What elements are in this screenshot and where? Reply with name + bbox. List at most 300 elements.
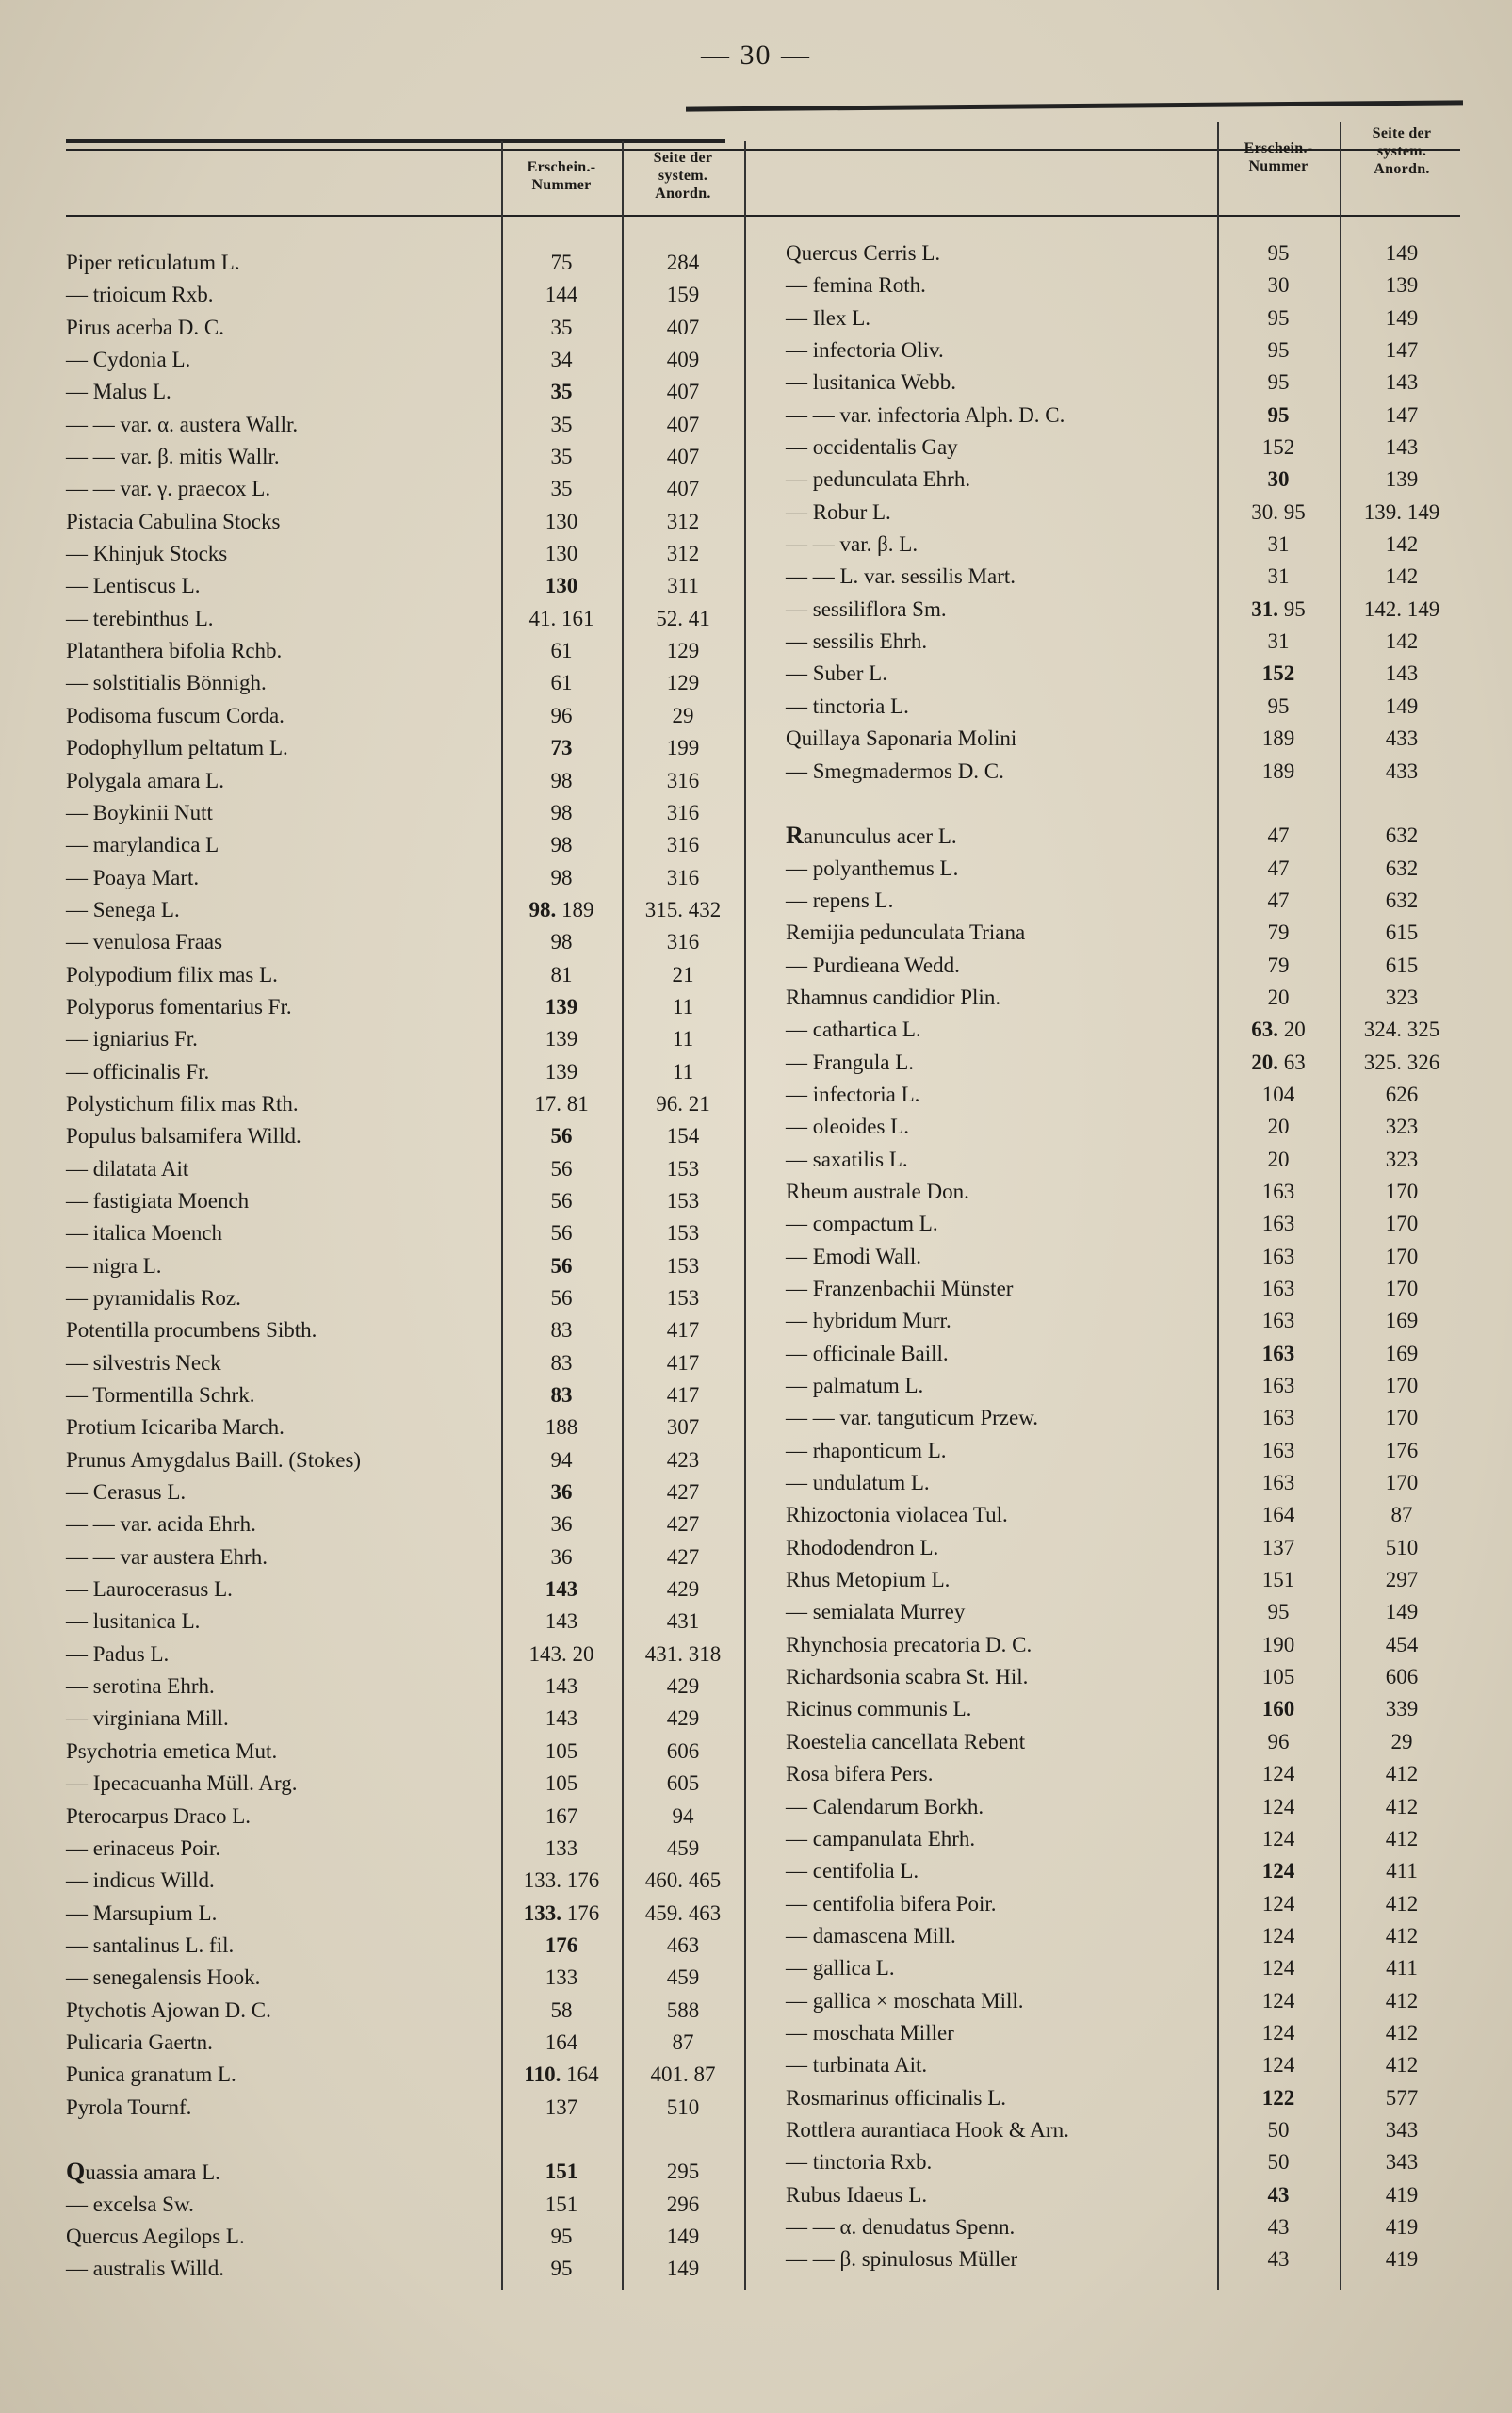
entry-name: — — β. spinulosus Müller (786, 2247, 1018, 2272)
index-row (66, 2059, 744, 2091)
page-reference: 316 (666, 833, 700, 857)
appearance-number: 95 (1267, 1600, 1290, 1624)
index-row (66, 1282, 744, 1314)
entry-name: Punica granatum L. (66, 2062, 236, 2087)
entry-name: Polyporus fomentarius Fr. (66, 994, 292, 1019)
appearance-number: 36 (550, 1480, 573, 1505)
appearance-number: 124 (1261, 1859, 1295, 1883)
index-row (786, 1823, 1464, 1855)
appearance-number: 163 (1261, 1341, 1295, 1365)
index-row (786, 1499, 1464, 1531)
index-row (786, 529, 1464, 561)
page-reference: 170 (1385, 1471, 1419, 1495)
index-row (786, 1726, 1464, 1758)
appearance-number: 56 (550, 1221, 573, 1246)
page-reference: 407 (666, 445, 700, 469)
entry-name: — Purdieana Wedd. (786, 953, 960, 977)
entry-name: — — var austera Ehrh. (66, 1544, 268, 1569)
entry-name: — italica Moench (66, 1221, 223, 1246)
appearance-number: 137 (1261, 1535, 1295, 1559)
page-reference: 315. 432 (644, 897, 722, 921)
entry-name: Polypodium filix mas L. (66, 962, 278, 986)
index-row (786, 1629, 1464, 1661)
appearance-number: 98 (550, 800, 573, 824)
page-reference: 433 (1385, 758, 1419, 783)
appearance-number: 41. 161 (528, 606, 594, 630)
index-row (66, 765, 744, 797)
appearance-number: 124 (1261, 2020, 1295, 2045)
appearance-number: 163 (1261, 1374, 1295, 1398)
appearance-number: 17. 81 (534, 1091, 589, 1116)
appearance-number: 144 (545, 283, 578, 307)
appearance-number: 95 (1267, 370, 1290, 395)
appearance-number: 151 (545, 2192, 578, 2216)
index-row (786, 950, 1464, 982)
appearance-number: 139 (545, 994, 578, 1019)
index-row (66, 2221, 744, 2253)
page-reference: 311 (667, 574, 699, 598)
page-reference: 139 (1385, 273, 1419, 298)
entry-name: — lusitanica Webb. (786, 370, 957, 395)
index-row (66, 1217, 744, 1249)
index-row (786, 464, 1464, 496)
appearance-number: 47 (1267, 823, 1290, 848)
page-reference: 176 (1385, 1438, 1419, 1462)
page-reference: 427 (666, 1512, 700, 1537)
index-row (66, 1314, 744, 1346)
appearance-number: 163 (1261, 1406, 1295, 1430)
entry-name: — Khinjuk Stocks (66, 542, 228, 566)
right-header-seite: Seite der system. Anordn. (1372, 125, 1432, 177)
page-reference: 510 (666, 2095, 700, 2119)
index-row (786, 1241, 1464, 1273)
index-row (66, 894, 744, 926)
page-reference: 412 (1385, 1826, 1419, 1851)
page-reference: 199 (666, 736, 700, 760)
page-reference: 296 (666, 2192, 700, 2216)
index-row (786, 853, 1464, 885)
index-row (66, 1476, 744, 1508)
appearance-number: 50 (1267, 2150, 1290, 2175)
page-reference: 427 (666, 1480, 700, 1505)
page-reference: 149 (1385, 241, 1419, 265)
index-row (786, 561, 1464, 593)
index-row (786, 1758, 1464, 1790)
appearance-number: 163 (1261, 1179, 1295, 1203)
page-reference: 170 (1385, 1406, 1419, 1430)
appearance-number: 189 (1261, 726, 1295, 751)
appearance-number: 163 (1261, 1244, 1295, 1268)
index-row (786, 2082, 1464, 2114)
appearance-number: 122 (1261, 2085, 1295, 2110)
entry-name: — tinctoria Rxb. (786, 2150, 933, 2175)
page-reference: 510 (1385, 1535, 1419, 1559)
entry-name: — Tormentilla Schrk. (66, 1383, 255, 1408)
page-reference: 147 (1385, 402, 1419, 427)
page-reference: 605 (666, 1771, 700, 1796)
page-reference: 407 (666, 477, 700, 501)
appearance-number: 35 (550, 477, 573, 501)
entry-name: — Calendarum Borkh. (786, 1794, 984, 1818)
entry-name: — Ilex L. (786, 305, 871, 330)
entry-name: — — α. denudatus Spenn. (786, 2214, 1016, 2239)
index-row (66, 1056, 744, 1088)
appearance-number: 83 (550, 1318, 573, 1343)
page-reference: 632 (1385, 823, 1419, 848)
appearance-number: 190 (1261, 1632, 1295, 1656)
entry-name: — officinalis Fr. (66, 1059, 210, 1084)
appearance-number: 139 (545, 1059, 578, 1084)
appearance-number: 63. 20 (1251, 1018, 1306, 1042)
appearance-number: 98. 189 (528, 897, 594, 921)
entry-name: — polyanthemus L. (786, 856, 959, 880)
entry-name: — rhaponticum L. (786, 1438, 947, 1462)
appearance-number: 124 (1261, 1762, 1295, 1786)
appearance-number: 164 (545, 2030, 578, 2054)
index-row (786, 1661, 1464, 1693)
entry-name: — turbinata Ait. (786, 2053, 928, 2078)
index-row (786, 1467, 1464, 1499)
index-row (66, 2156, 744, 2188)
entry-name: — senegalensis Hook. (66, 1965, 261, 1990)
index-row (66, 1930, 744, 1962)
index-row (66, 1411, 744, 1443)
index-row (66, 1671, 744, 1703)
index-row (66, 1444, 744, 1476)
index-row (66, 1088, 744, 1120)
entry-name: — silvestris Neck (66, 1350, 221, 1375)
index-row (786, 1693, 1464, 1725)
entry-name: — Smegmadermos D. C. (786, 758, 1004, 783)
entry-name: — — var. α. austera Wallr. (66, 412, 299, 436)
entry-name: — fastigiata Moench (66, 1188, 250, 1213)
appearance-number: 151 (1261, 1568, 1295, 1592)
page-reference: 429 (666, 1674, 700, 1699)
index-row (66, 1347, 744, 1379)
page-reference: 407 (666, 380, 700, 404)
index-row (786, 1791, 1464, 1823)
page-reference: 412 (1385, 2020, 1419, 2045)
page-reference: 129 (666, 639, 700, 663)
page-reference: 407 (666, 315, 700, 339)
page-reference: 324. 325 (1363, 1018, 1440, 1042)
page-reference: 153 (666, 1253, 700, 1278)
index-row (66, 506, 744, 538)
page-reference: 412 (1385, 1762, 1419, 1786)
page-reference: 411 (1386, 1956, 1418, 1981)
appearance-number: 43 (1267, 2182, 1290, 2207)
index-row (66, 376, 744, 408)
page-reference: 577 (1385, 2085, 1419, 2110)
entry-name: — — var. acida Ehrh. (66, 1512, 256, 1537)
page-reference: 153 (666, 1188, 700, 1213)
appearance-number: 163 (1261, 1309, 1295, 1333)
index-row (66, 1898, 744, 1930)
page-reference: 427 (666, 1544, 700, 1569)
index-row (66, 1023, 744, 1055)
page-reference: 129 (666, 671, 700, 695)
index-row (66, 2027, 744, 2059)
appearance-number: 96 (1267, 1729, 1290, 1753)
page-reference: 423 (666, 1447, 700, 1472)
entry-name: Podophyllum peltatum L. (66, 736, 288, 760)
entry-name: — undulatum L. (786, 1471, 930, 1495)
appearance-number: 152 (1261, 435, 1295, 460)
appearance-number: 56 (550, 1156, 573, 1181)
entry-name: Rubus Idaeus L. (786, 2182, 928, 2207)
entry-name: — — var. β. mitis Wallr. (66, 445, 280, 469)
index-row (786, 1144, 1464, 1176)
index-row (66, 829, 744, 861)
appearance-number: 143 (545, 1674, 578, 1699)
page-reference: 149 (1385, 305, 1419, 330)
page-reference: 323 (1385, 985, 1419, 1009)
entry-name: Potentilla procumbens Sibth. (66, 1318, 317, 1343)
left-header-seite: Seite der system. Anordn. (653, 150, 713, 202)
index-row (66, 1120, 744, 1152)
page-reference: 153 (666, 1221, 700, 1246)
entry-name: Rhododendron L. (786, 1535, 939, 1559)
page-reference: 169 (1385, 1309, 1419, 1333)
appearance-number: 130 (545, 509, 578, 533)
entry-name: Pulicaria Gaertn. (66, 2030, 213, 2054)
entry-name: — Franzenbachii Münster (786, 1277, 1014, 1300)
entry-name: — tinctoria L. (786, 693, 909, 718)
index-row (786, 1402, 1464, 1434)
appearance-number: 56 (550, 1286, 573, 1310)
entry-name: — officinale Baill. (786, 1341, 949, 1365)
index-row (66, 1153, 744, 1185)
entry-name: Psychotria emetica Mut. (66, 1738, 278, 1763)
appearance-number: 137 (545, 2095, 578, 2119)
index-row (66, 1865, 744, 1897)
entry-name: — santalinus L. fil. (66, 1932, 235, 1957)
index-row (66, 959, 744, 991)
entry-name: — pyramidalis Roz. (66, 1286, 241, 1310)
left-index-column (66, 247, 744, 2286)
page-reference: 297 (1385, 1568, 1419, 1592)
page-reference: 143 (1385, 435, 1419, 460)
appearance-number: 124 (1261, 1923, 1295, 1948)
page-reference: 615 (1385, 953, 1419, 977)
entry-name: Rhus Metopium L. (786, 1568, 951, 1592)
entry-name: — Malus L. (66, 380, 171, 404)
appearance-number: 130 (545, 542, 578, 566)
entry-name: Quillaya Saponaria Molini (786, 726, 1017, 751)
page-reference: 149 (666, 2224, 700, 2248)
page-reference: 463 (666, 1932, 700, 1957)
appearance-number: 98 (550, 865, 573, 889)
index-row (66, 603, 744, 635)
entry-name: — infectoria Oliv. (786, 338, 944, 363)
appearance-number: 139 (545, 1027, 578, 1052)
page-reference: 142 (1385, 629, 1419, 654)
index-row (786, 1014, 1464, 1046)
index-row (66, 1541, 744, 1573)
appearance-number: 163 (1261, 1212, 1295, 1236)
appearance-number: 73 (550, 736, 573, 760)
entry-name: Quercus Cerris L. (786, 241, 941, 265)
entry-name: — Poaya Mart. (66, 865, 200, 889)
appearance-number: 30. 95 (1251, 499, 1306, 524)
appearance-number: 133 (545, 1835, 578, 1860)
page-reference: 323 (1385, 1147, 1419, 1171)
index-row (786, 1079, 1464, 1111)
entry-name: — oleoides L. (786, 1115, 909, 1139)
appearance-number: 124 (1261, 1956, 1295, 1981)
index-row (66, 279, 744, 311)
entry-name: — — var. γ. praecox L. (66, 477, 271, 501)
entry-name: — cathartica L. (786, 1018, 921, 1042)
entry-name: — Padus L. (66, 1641, 170, 1666)
entry-name: — lusitanica L. (66, 1609, 201, 1634)
index-row (786, 820, 1464, 852)
index-row (786, 1338, 1464, 1370)
appearance-number: 81 (550, 962, 573, 986)
page-number: — 30 — (701, 40, 811, 71)
page-reference: 29 (672, 703, 694, 727)
page-reference: 149 (666, 2257, 700, 2281)
index-row (786, 594, 1464, 626)
page-reference: 170 (1385, 1179, 1419, 1203)
appearance-number: 43 (1267, 2247, 1290, 2272)
entry-name: Rheum australe Don. (786, 1179, 969, 1203)
page-reference: 626 (1385, 1082, 1419, 1106)
index-row (786, 1176, 1464, 1208)
page-reference: 460. 465 (644, 1868, 722, 1893)
entry-name: — centifolia bifera Poir. (786, 1891, 997, 1916)
entry-name: Polystichum filix mas Rth. (66, 1091, 299, 1116)
entry-name: — serotina Ehrh. (66, 1674, 215, 1699)
index-row (786, 723, 1464, 755)
page-reference: 316 (666, 800, 700, 824)
appearance-number: 160 (1261, 1697, 1295, 1721)
index-row (786, 1273, 1464, 1305)
appearance-number: 95 (550, 2257, 573, 2281)
index-row (786, 2114, 1464, 2146)
entry-name: — marylandica L (66, 833, 219, 857)
center-divider (744, 141, 746, 2290)
page-reference: 412 (1385, 1891, 1419, 1916)
entry-name: Ricinus communis L. (786, 1697, 972, 1721)
appearance-number: 124 (1261, 1794, 1295, 1818)
page-reference: 419 (1385, 2247, 1419, 2272)
index-row (66, 570, 744, 602)
page-reference: 606 (1385, 1665, 1419, 1689)
index-row (786, 2017, 1464, 2049)
appearance-number: 105 (545, 1738, 578, 1763)
page-reference: 429 (666, 1706, 700, 1731)
entry-name: — erinaceus Poir. (66, 1835, 221, 1860)
page-reference: 147 (1385, 338, 1419, 363)
index-row (786, 756, 1464, 788)
appearance-number: 20 (1267, 1147, 1290, 1171)
page-reference: 159 (666, 283, 700, 307)
header-bottom-line (66, 215, 1460, 217)
right-header-erschein: Erschein.- Nummer (1244, 140, 1313, 174)
page-reference: 606 (666, 1738, 700, 1763)
index-row (786, 788, 1464, 820)
appearance-number: 163 (1261, 1277, 1295, 1300)
entry-name: — centifolia L. (786, 1859, 919, 1883)
page-reference: 29 (1390, 1729, 1413, 1753)
entry-name: Platanthera bifolia Rchb. (66, 639, 283, 663)
appearance-number: 95 (550, 2224, 573, 2248)
page-reference: 312 (666, 542, 700, 566)
appearance-number: 35 (550, 315, 573, 339)
index-row (786, 1370, 1464, 1402)
entry-name: — campanulata Ehrh. (786, 1826, 976, 1851)
entry-name: — occidentalis Gay (786, 435, 958, 460)
entry-name: Prunus Amygdalus Baill. (Stokes) (66, 1447, 362, 1472)
index-row (66, 1995, 744, 2027)
entry-name: Roestelia cancellata Rebent (786, 1729, 1026, 1753)
appearance-number: 105 (1261, 1665, 1295, 1689)
page-reference: 431 (666, 1609, 700, 1634)
page-reference: 143 (1385, 661, 1419, 686)
page-reference: 401. 87 (650, 2062, 716, 2087)
entry-name: — — var. infectoria Alph. D. C. (786, 402, 1065, 427)
index-row (786, 2179, 1464, 2211)
entry-name: — Suber L. (786, 661, 887, 686)
appearance-number: 110. 164 (524, 2062, 599, 2087)
entry-name: — indicus Willd. (66, 1868, 215, 1893)
entry-name: — australis Willd. (66, 2257, 224, 2281)
entry-name: — repens L. (786, 888, 894, 912)
index-row (786, 1047, 1464, 1079)
page-reference: 139. 149 (1363, 499, 1440, 524)
entry-name: Pyrola Tournf. (66, 2095, 192, 2119)
top-rule-right (686, 100, 1463, 111)
page-reference: 588 (666, 1997, 700, 2022)
page-reference: 316 (666, 930, 700, 954)
page-reference: 170 (1385, 1277, 1419, 1300)
entry-name: — virginiana Mill. (66, 1706, 229, 1731)
entry-name: — pedunculata Ehrh. (786, 467, 971, 492)
page-reference: 11 (672, 1059, 694, 1084)
right-index-column (786, 237, 1464, 2276)
page-reference: 412 (1385, 1794, 1419, 1818)
page-reference: 154 (666, 1124, 700, 1149)
appearance-number: 164 (1261, 1503, 1295, 1527)
entry-name: — igniarius Fr. (66, 1027, 198, 1052)
index-row (66, 409, 744, 441)
page-reference: 96. 21 (656, 1091, 710, 1116)
index-row (786, 1564, 1464, 1596)
index-row (786, 269, 1464, 302)
appearance-number: 95 (1267, 402, 1290, 427)
entry-name: — moschata Miller (786, 2020, 954, 2045)
entry-name: — damascena Mill. (786, 1923, 956, 1948)
index-row (786, 432, 1464, 464)
appearance-number: 143 (545, 1577, 578, 1602)
entry-name: Rhizoctonia violacea Tul. (786, 1503, 1008, 1527)
appearance-number: 20 (1267, 985, 1290, 1009)
appearance-number: 124 (1261, 2053, 1295, 2078)
index-row (66, 538, 744, 570)
appearance-number: 133. 176 (523, 1868, 600, 1893)
appearance-number: 20 (1267, 1115, 1290, 1139)
appearance-number: 167 (545, 1803, 578, 1828)
entry-name: Rosmarinus officinalis L. (786, 2085, 1007, 2110)
index-row (786, 367, 1464, 399)
index-row (786, 2146, 1464, 2178)
appearance-number: 31. 95 (1251, 596, 1306, 621)
appearance-number: 95 (1267, 241, 1290, 265)
index-row (66, 1606, 744, 1638)
entry-name: — Lentiscus L. (66, 574, 201, 598)
entry-name: — Emodi Wall. (786, 1244, 922, 1268)
